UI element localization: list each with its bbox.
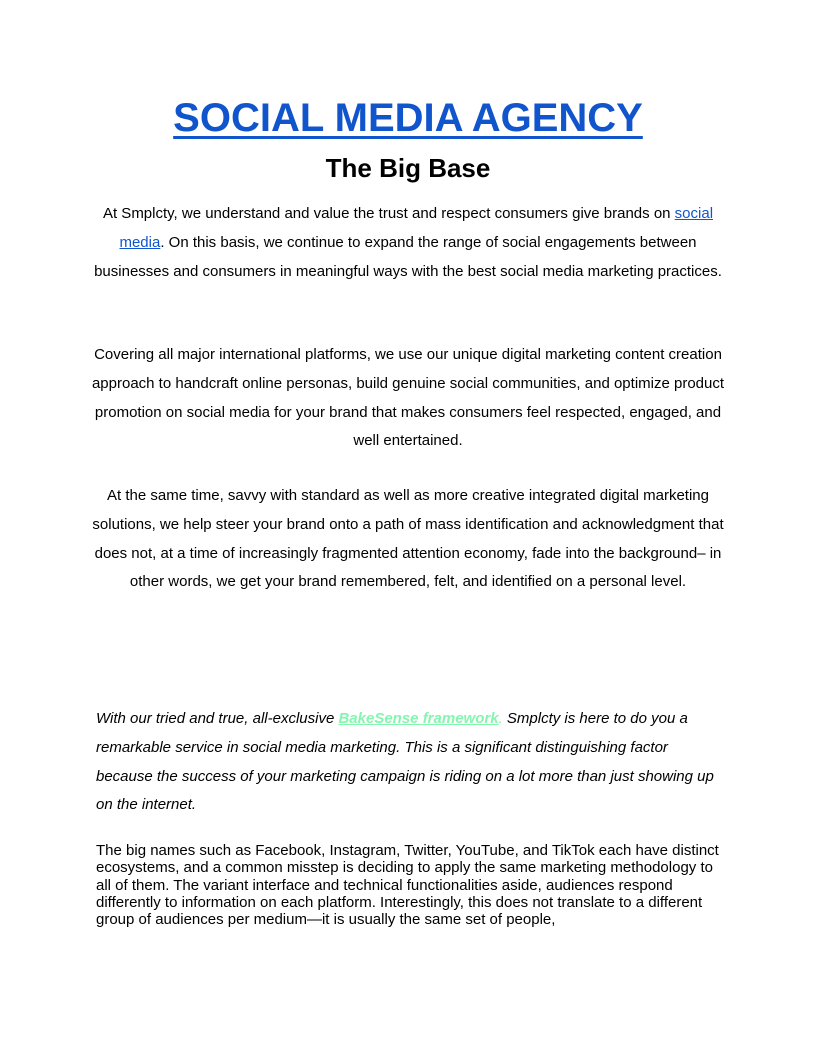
page-subtitle: The Big Base <box>325 153 491 183</box>
solutions-paragraph: At the same time, savvy with standard as well as more creative integrated digital marketing solutions, we help steer your brand onto a path of mass identification and acknowledgment that does not, at a time of increasingly fragmented attention economy, fade into the background– in other words, we get your brand remembered, felt, and identified on a personal level. <box>92 487 724 591</box>
intro-text-before: At Smplcty, we understand and value the trust and respect consumers give brands on <box>102 205 675 222</box>
intro-text-after: . On this basis, we continue to expand the range of social engagements between businesses and consumers in meaningful ways with the best social media marketing practices. <box>94 233 722 280</box>
bakesense-link-dot: . <box>498 710 503 727</box>
bakesense-paragraph <box>96 705 726 820</box>
platforms-paragraph: Covering all major international platforms, we use our unique digital marketing content creation approach to handcraft online personas, build genuine social communities, and optimize product promotion on social media for your brand that makes consumers feel respected, engaged, and well entertained. <box>91 346 725 450</box>
intro-paragraph <box>90 200 726 286</box>
bakesense-text-after: Smplcty is here to do you a remarkable service in social media marketing. This is a significant distinguishing factor because the success of your marketing campaign is riding on a lot more than just showing up on the internet. <box>96 710 714 814</box>
bakesense-framework-link[interactable]: BakeSense framework <box>338 710 499 727</box>
page-title <box>0 94 816 142</box>
social-media-link[interactable]: social media <box>119 205 714 251</box>
title-link[interactable]: SOCIAL MEDIA AGENCY <box>173 96 643 140</box>
bakesense-text-before: With our tried and true, all-exclusive <box>96 710 339 727</box>
platforms-detail-paragraph: The big names such as Facebook, Instagram, Twitter, YouTube, and TikTok each have distinct ecosystems, and a common misstep is deciding to apply the same marketing methodology to all of them. The variant interface and technical functionalities aside, audiences respond differently to information on each platform. Interestingly, this does not translate to a different group of audiences per medium—it is usually the same set of people, <box>96 842 719 929</box>
